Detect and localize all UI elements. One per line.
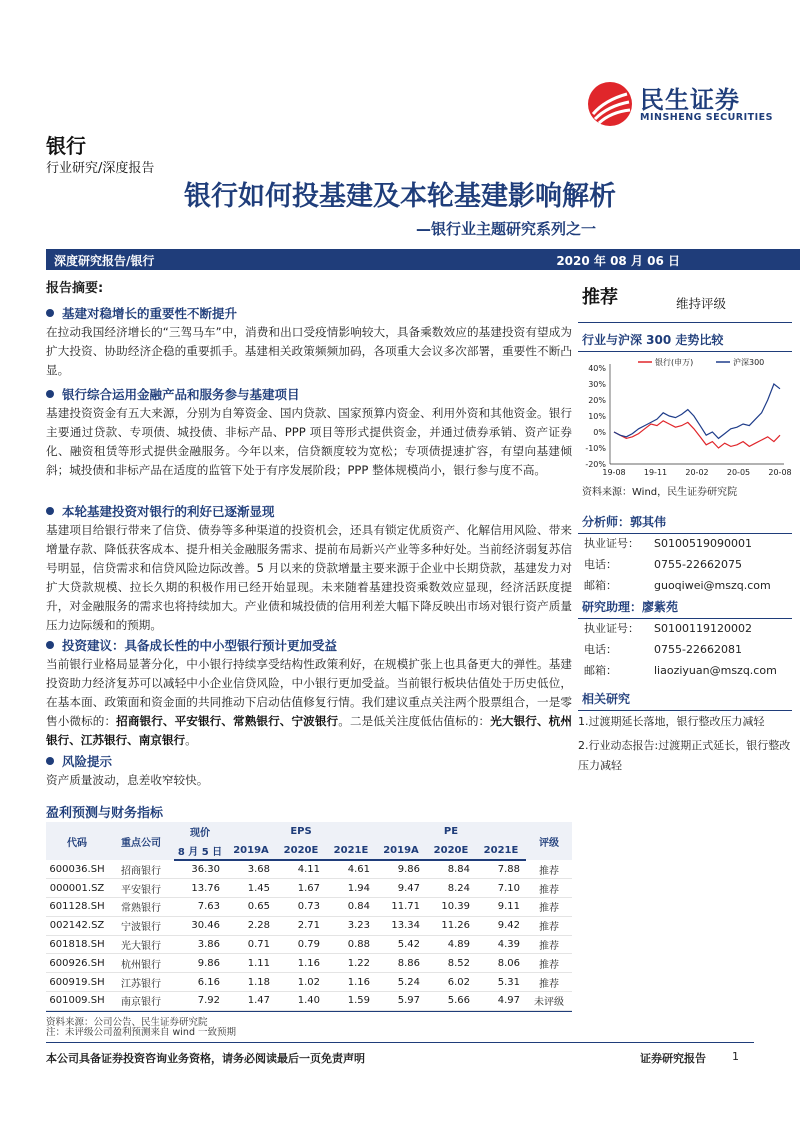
- retail-stock-group: 招商银行、平安银行、常熟银行、宁波银行: [116, 714, 339, 728]
- table-cell: 5.24: [376, 973, 426, 992]
- col-year: 2021E: [326, 841, 376, 860]
- table-row: [46, 879, 572, 898]
- table-cell: 600926.SH: [46, 954, 108, 973]
- table-cell: 11.26: [426, 916, 476, 935]
- series-line: [614, 384, 780, 438]
- table-cell: 002142.SZ: [46, 916, 108, 935]
- table-cell: 1.22: [326, 954, 376, 973]
- table-cell: 4.11: [276, 860, 326, 879]
- footer-divider: [46, 1042, 754, 1043]
- table-cell: 1.59: [326, 992, 376, 1011]
- related-heading: 相关研究: [578, 690, 792, 711]
- y-tick-label: 30%: [588, 380, 606, 389]
- table-note: 注：未评级公司盈利预测来自 wind 一致预期: [46, 1027, 237, 1038]
- x-tick-label: 20-05: [726, 468, 751, 477]
- table-cell: 1.11: [226, 954, 276, 973]
- table-cell: 000001.SZ: [46, 879, 108, 898]
- table-cell: 1.18: [226, 973, 276, 992]
- table-cell: 11.71: [376, 898, 426, 917]
- bullet-icon: [46, 507, 54, 515]
- analyst-license: 执业证号： S0100519090001: [584, 537, 752, 550]
- col-year: 2019A: [226, 841, 276, 860]
- table-cell: 1.47: [226, 992, 276, 1011]
- report-title: 银行如何投基建及本轮基建影响解析: [184, 181, 616, 212]
- bullet-icon: [46, 641, 54, 649]
- y-tick-label: -10%: [585, 444, 606, 453]
- table-cell: 1.16: [276, 954, 326, 973]
- assistant-email[interactable]: 邮箱： liaoziyuan@mszq.com: [584, 664, 777, 677]
- table-cell: 9.47: [376, 879, 426, 898]
- x-tick-label: 19-11: [643, 468, 668, 477]
- report-date: 2020 年 08 月 06 日: [556, 254, 680, 268]
- y-tick-label: 40%: [588, 364, 606, 373]
- col-year: 2021E: [476, 841, 526, 860]
- chart-source: 资料来源：Wind，民生证券研究院: [582, 487, 738, 498]
- table-cell: 9.86: [376, 860, 426, 879]
- col-eps: EPS: [226, 822, 376, 841]
- table-cell: 3.23: [326, 916, 376, 935]
- table-cell: 9.86: [174, 954, 226, 973]
- col-company: 重点公司: [108, 822, 174, 860]
- table-cell: 1.94: [326, 879, 376, 898]
- table-cell: 推荐: [526, 860, 572, 879]
- table-cell: 光大银行: [108, 935, 174, 954]
- table-cell: 601128.SH: [46, 898, 108, 917]
- bullet-icon: [46, 757, 54, 765]
- section-paragraph: 当前银行业格局显著分化，中小银行持续享受结构性政策利好，在规模扩张上也具备更大的弹性。基建投资助力经济复苏可以减轻中小企业信贷风险，中小银行更加受益。当前银行板块估值处于历史低位，在基本面、政策面和资金面的共同推动下启动估值修复行情。我们建议重点关注两个股票组合，一是零售小微标的：招商银行、平安银行、常熟银行、宁波银行。二是低关注度低估值标的：光大银行、杭州银行、江苏银行、南京银行。: [46, 657, 572, 747]
- table-cell: 3.86: [174, 935, 226, 954]
- col-code: 代码: [46, 822, 108, 860]
- table-row: [46, 992, 572, 1011]
- table-cell: 招商银行: [108, 860, 174, 879]
- section-heading: 基建对稳增长的重要性不断提升: [46, 304, 237, 322]
- minsheng-logo-mark: [585, 80, 635, 128]
- footer-disclaimer: 本公司具备证券投资咨询业务资格，请务必阅读最后一页免责声明: [46, 1052, 365, 1065]
- chart-heading: 行业与沪深 300 走势比较: [578, 331, 792, 352]
- table-cell: 杭州银行: [108, 954, 174, 973]
- table-cell: 5.66: [426, 992, 476, 1011]
- x-tick-label: 20-02: [685, 468, 709, 477]
- table-cell: 8.24: [426, 879, 476, 898]
- related-item[interactable]: 1.过渡期延长落地，银行整改压力减轻: [578, 715, 765, 728]
- rating-value: 推荐: [582, 287, 618, 308]
- table-cell: 10.39: [426, 898, 476, 917]
- brand-name-cn: 民生证券: [640, 86, 740, 114]
- table-cell: 推荐: [526, 954, 572, 973]
- y-tick-label: -20%: [585, 460, 606, 469]
- col-price-date: 8 月 5 日: [174, 841, 226, 860]
- table-cell: 600036.SH: [46, 860, 108, 879]
- table-cell: 601009.SH: [46, 992, 108, 1011]
- table-cell: 1.16: [326, 973, 376, 992]
- y-tick-label: 20%: [588, 396, 606, 405]
- table-cell: 7.10: [476, 879, 526, 898]
- table-cell: 推荐: [526, 916, 572, 935]
- table-cell: 2.28: [226, 916, 276, 935]
- table-cell: 13.76: [174, 879, 226, 898]
- table-cell: 常熟银行: [108, 898, 174, 917]
- col-pe: PE: [376, 822, 526, 841]
- table-cell: 1.40: [276, 992, 326, 1011]
- assistant-phone: 电话： 0755-22662081: [584, 643, 742, 656]
- section-heading: 投资建议：具备成长性的中小型银行预计更加受益: [46, 636, 337, 654]
- value-stock-group: 光大银行、杭州银行、江苏银行、南京银行: [46, 714, 572, 747]
- table-cell: 1.67: [276, 879, 326, 898]
- legend-label: 银行(申万): [655, 358, 694, 367]
- table-cell: 平安银行: [108, 879, 174, 898]
- table-cell: 0.71: [226, 935, 276, 954]
- rating-box: [578, 279, 792, 323]
- table-cell: 13.34: [376, 916, 426, 935]
- table-cell: 宁波银行: [108, 916, 174, 935]
- table-cell: 0.84: [326, 898, 376, 917]
- table-cell: 600919.SH: [46, 973, 108, 992]
- section-paragraph: 基建投资资金有五大来源，分别为自筹资金、国内贷款、国家预算内资金、利用外资和其他资金。银行主要通过贷款、专项债、城投债、非标产品、PPP 项目等形式提供资金，并通过债券承销、资产证券化、融资租赁等形式提供金融服务。今年以来，信贷额度较为宽松；专项债提速扩容，有望向基建倾斜；城投债和非标产品在适度的监管下处于有序发展阶段；PPP 整体规模尚小，银行参与度不高。: [46, 406, 572, 477]
- table-cell: 1.02: [276, 973, 326, 992]
- summary-heading: 报告摘要:: [46, 281, 104, 296]
- table-cell: 0.88: [326, 935, 376, 954]
- table-cell: 南京银行: [108, 992, 174, 1011]
- page-number: 1: [732, 1050, 739, 1063]
- table-source: 资料来源：公司公告、民生证券研究院: [46, 1011, 572, 1028]
- table-cell: 4.39: [476, 935, 526, 954]
- y-tick-label: 10%: [588, 412, 606, 421]
- table-cell: 30.46: [174, 916, 226, 935]
- table-cell: 7.88: [476, 860, 526, 879]
- report-subtitle: —银行业主题研究系列之一: [415, 220, 596, 238]
- col-rating: 评级: [526, 822, 572, 860]
- bullet-icon: [46, 309, 54, 317]
- table-cell: 601818.SH: [46, 935, 108, 954]
- table-cell: 9.11: [476, 898, 526, 917]
- table-cell: 0.73: [276, 898, 326, 917]
- table-row: [46, 954, 572, 973]
- analyst-phone: 电话： 0755-22662075: [584, 558, 742, 571]
- x-tick-label: 20-08: [768, 468, 792, 477]
- table-cell: 4.89: [426, 935, 476, 954]
- table-row: [46, 860, 572, 879]
- brand-name-en: MINSHENG SECURITIES: [640, 112, 773, 123]
- assistant-license: 执业证号： S0100119120002: [584, 622, 752, 635]
- table-cell: 3.68: [226, 860, 276, 879]
- bullet-icon: [46, 390, 54, 398]
- section-heading: 风险提示: [46, 752, 112, 770]
- col-year: 2019A: [376, 841, 426, 860]
- table-cell: 5.97: [376, 992, 426, 1011]
- table-cell: 未评级: [526, 992, 572, 1011]
- col-price: 现价: [174, 822, 226, 841]
- series-line: [614, 421, 780, 448]
- performance-chart: [578, 352, 792, 480]
- x-tick-label: 19-08: [602, 468, 626, 477]
- table-cell: 0.65: [226, 898, 276, 917]
- section-heading: 本轮基建投资对银行的利好已逐渐显现: [46, 502, 275, 520]
- table-cell: 2.71: [276, 916, 326, 935]
- table-cell: 7.63: [174, 898, 226, 917]
- table-cell: 推荐: [526, 879, 572, 898]
- table-cell: 推荐: [526, 898, 572, 917]
- sector-label: 银行: [46, 134, 86, 158]
- table-cell: 1.45: [226, 879, 276, 898]
- table-cell: 8.52: [426, 954, 476, 973]
- legend-label: 沪深300: [733, 358, 765, 367]
- col-year: 2020E: [426, 841, 476, 860]
- table-cell: 0.79: [276, 935, 326, 954]
- related-item[interactable]: 2.行业动态报告:过渡期正式延长，银行整改压力减轻: [578, 739, 791, 772]
- table-row: [46, 916, 572, 935]
- rating-subtitle: 维持评级: [676, 296, 727, 311]
- table-cell: 36.30: [174, 860, 226, 879]
- footer-label: 证券研究报告: [640, 1052, 706, 1065]
- table-row: [46, 898, 572, 917]
- y-tick-label: 0%: [593, 428, 606, 437]
- section-paragraph: 资产质量波动，息差收窄较快。: [46, 773, 209, 787]
- table-cell: 推荐: [526, 935, 572, 954]
- section-paragraph: 基建项目给银行带来了信贷、债券等多种渠道的投资机会，还具有锁定优质资产、化解信用风险、带来增量存款、降低获客成本、提升相关金融服务需求、提前布局新兴产业等多种好处。当前经济弱复苏信号明显，信贷需求和信贷风险边际改善。5 月以来的贷款增量主要来源于企业中长期贷款，基建发力对扩大贷款规模、拉长久期的积极作用已经开始显现。未来随着基建投资乘数效应显现，经济活跃度提升，对金融服务的需求也将持续加大。产业债和城投债的信用利差大幅下降反映出市场对银行资产质量压力边际缓和的预期。: [46, 523, 572, 632]
- table-cell: 5.31: [476, 973, 526, 992]
- table-cell: 7.92: [174, 992, 226, 1011]
- table-row: [46, 935, 572, 954]
- assistant-heading: 研究助理：廖紫苑: [578, 598, 792, 619]
- table-cell: 江苏银行: [108, 973, 174, 992]
- table-cell: 6.02: [426, 973, 476, 992]
- table-cell: 4.61: [326, 860, 376, 879]
- table-cell: 5.42: [376, 935, 426, 954]
- table-row: [46, 973, 572, 992]
- table-cell: 8.84: [426, 860, 476, 879]
- section-heading: 银行综合运用金融产品和服务参与基建项目: [46, 385, 300, 403]
- table-cell: 9.42: [476, 916, 526, 935]
- table-cell: 4.97: [476, 992, 526, 1011]
- report-type: 行业研究/深度报告: [46, 161, 155, 176]
- forecast-table: [46, 822, 572, 1011]
- section-paragraph: 在拉动我国经济增长的“三驾马车”中，消费和出口受疫情影响较大，具备乘数效应的基建投资有望成为扩大投资、协助经济企稳的重要抓手。基建相关政策频频加码，各项重大会议多次部署，重要性不断凸显。: [46, 325, 572, 377]
- table-cell: 8.86: [376, 954, 426, 973]
- col-year: 2020E: [276, 841, 326, 860]
- table-cell: 6.16: [174, 973, 226, 992]
- table-cell: 8.06: [476, 954, 526, 973]
- header-bar: [46, 249, 800, 270]
- table-cell: 推荐: [526, 973, 572, 992]
- analyst-email[interactable]: 邮箱： guoqiwei@mszq.com: [584, 579, 771, 592]
- table-heading: 盈利预测与财务指标: [46, 802, 572, 826]
- bar-category: 深度研究报告/银行: [54, 254, 155, 268]
- analyst-heading: 分析师：郭其伟: [578, 513, 792, 534]
